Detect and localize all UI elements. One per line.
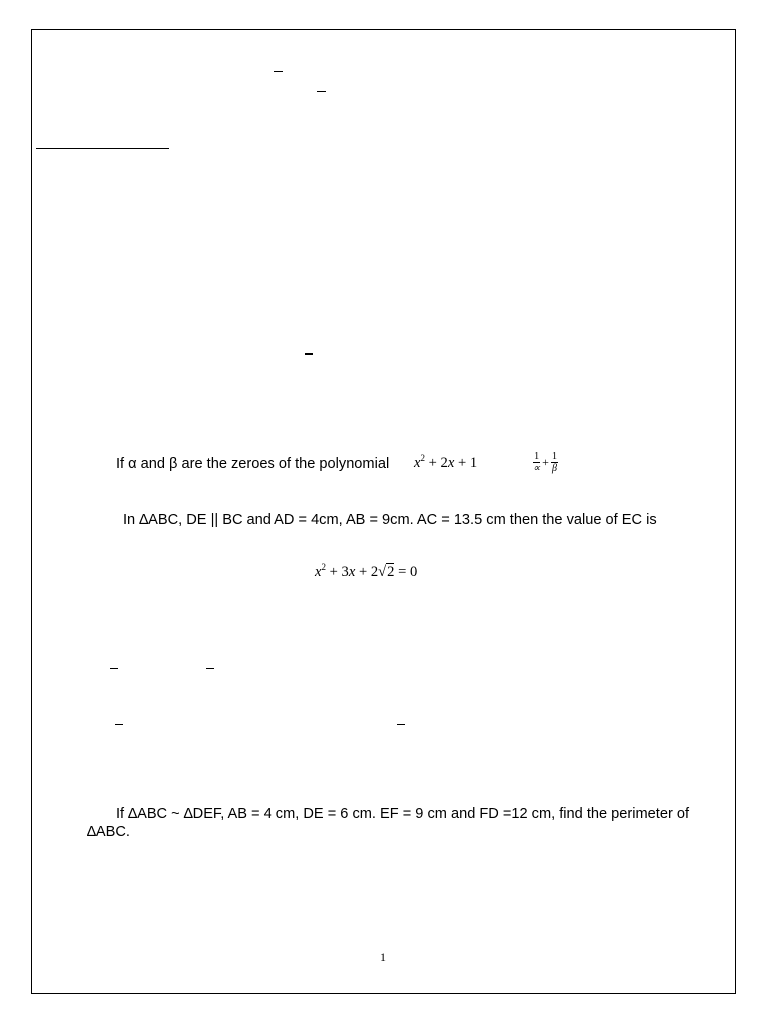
poly-mid: + 2 bbox=[424, 455, 448, 471]
eq-var: x bbox=[315, 564, 322, 580]
fraction-denominator: ∝ bbox=[533, 463, 541, 474]
dash-mark bbox=[317, 91, 326, 92]
reciprocal-sum-expression bbox=[533, 451, 558, 474]
poly-var-2: x bbox=[447, 455, 455, 471]
dash-mark bbox=[397, 724, 405, 725]
dash-mark bbox=[110, 668, 118, 669]
dash-mark bbox=[305, 353, 313, 355]
horizontal-rule bbox=[36, 148, 169, 149]
question-similar-line2: ∆ABC. bbox=[87, 824, 130, 840]
page-number: 1 bbox=[380, 950, 386, 964]
question-similar-line1: If ∆ABC ~ ∆DEF, AB = 4 cm, DE = 6 cm. EF = 9 cm and FD =12 cm, find the perimeter of bbox=[116, 806, 690, 822]
question-triangle-ec: In ∆ABC, DE || BC and AD = 4cm, AB = 9cm. AC = 13.5 cm then the value of EC is bbox=[123, 512, 657, 528]
poly-const: + 1 bbox=[454, 455, 478, 471]
fraction-one-over-beta bbox=[551, 451, 558, 474]
dash-mark bbox=[274, 71, 283, 72]
question-zeroes-text: If α and β are the zeroes of the polynomial bbox=[116, 456, 390, 472]
dash-mark bbox=[115, 724, 123, 725]
eq-mid: + 3 bbox=[325, 564, 349, 580]
poly-var: x bbox=[414, 455, 421, 471]
radicand: 2 bbox=[387, 564, 395, 580]
dash-mark bbox=[206, 668, 214, 669]
fraction-denominator: β bbox=[551, 463, 557, 474]
eq-plus: + 2 bbox=[355, 564, 379, 580]
fraction-numerator: 1 bbox=[534, 451, 540, 462]
eq-var-2: x bbox=[348, 564, 356, 580]
fraction-numerator: 1 bbox=[551, 451, 557, 462]
square-root: √2 bbox=[378, 564, 395, 580]
eq-rhs: = 0 bbox=[394, 564, 418, 580]
eq-exponent: 2 bbox=[321, 562, 326, 572]
polynomial-expression bbox=[414, 455, 477, 472]
plus-sign: + bbox=[542, 455, 549, 469]
quadratic-equation bbox=[315, 564, 417, 581]
poly-exponent: 2 bbox=[420, 453, 425, 463]
